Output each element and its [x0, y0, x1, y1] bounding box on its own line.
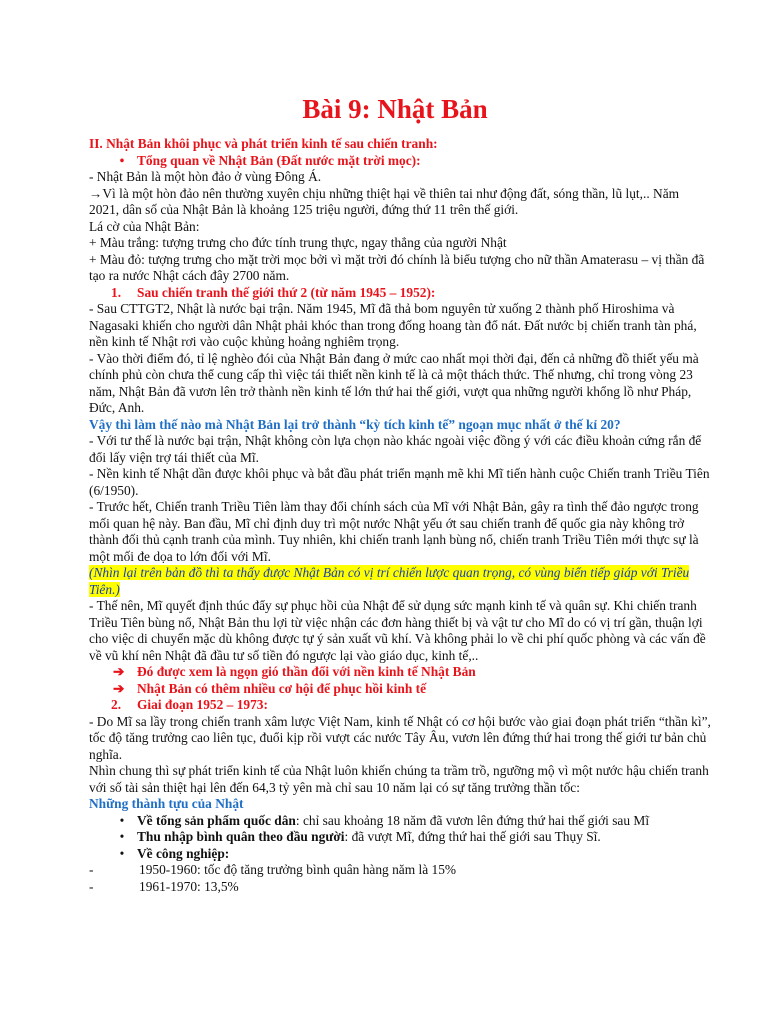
- bullet-icon: •: [119, 829, 125, 844]
- paragraph: →Vì là một hòn đảo nên thường xuyên chịu những thiệt hại về thiên tai như động đất, sóng thần, lũ lụt,.. Năm 2021, dân số của Nhật Bản là khoảng 125 triệu người, đứng thứ 11 trên thế giới.: [89, 185, 680, 217]
- bullet-icon: •: [119, 845, 125, 861]
- heading-text: Sau chiến tranh thế giới thứ 2 (từ năm 1945 – 1952):: [137, 284, 436, 300]
- conclusion-item: [89, 681, 711, 698]
- section-heading: II. Nhật Bản khôi phục và phát triển kinh tế sau chiến tranh:: [89, 136, 438, 151]
- question-heading: Vậy thì làm thế nào mà Nhật Bản lại trở thành “kỳ tích kinh tế” ngoạn mục nhất ở thế kỉ 20?: [89, 416, 621, 432]
- paragraph: - Vào thời điểm đó, tỉ lệ nghèo đói của Nhật Bản đang ở mức cao nhất mọi thời đại, đến cả những đồ thiết yếu mà chính phủ còn chưa thể cung cấp thì việc tái thiết nền kinh tế là cả một thách thức. Thế nhưng, chỉ trong vòng 23 năm, Nhật Bản đã vươn lên trở thành nền kinh tế lớn thứ hai thế giới, vượt qua những người khổng lồ như Pháp, Đức, Anh.: [89, 350, 699, 415]
- overview-heading: [89, 153, 711, 170]
- heading-number: 2.: [111, 697, 122, 712]
- dash-item: [89, 862, 711, 879]
- highlighted-note-text: (Nhìn lại trên bản đồ thì ta thấy được Nhật Bản có vị trí chiến lược quan trọng, có vùng biển tiếp giáp với Triều Tiên.): [89, 565, 690, 597]
- dash-item: [89, 879, 711, 896]
- paragraph: + Màu đỏ: tượng trưng cho mặt trời mọc bởi vì mặt trời đó chính là biểu tượng cho nữ thần Amaterasu – vị thần đã tạo ra nước Nhật cách đây 2700 năm.: [89, 251, 705, 283]
- arrow-icon: ➔: [113, 664, 125, 679]
- paragraph: Nhìn chung thì sự phát triển kinh tế của Nhật luôn khiến chúng ta trầm trồ, ngưỡng mộ vì một nước hậu chiến tranh với số tài sản thiệt hại lên đến 64,3 tỷ yên mà chỉ sau 10 năm lại có sự tăng trưởng thần tốc:: [89, 763, 709, 795]
- paragraph: - Với tư thế là nước bại trận, Nhật không còn lựa chọn nào khác ngoài việc đồng ý với các điều khoản cứng rắn để đổi lấy viện trợ tái thiết của Mĩ.: [89, 433, 702, 465]
- bullet-item: [89, 813, 711, 830]
- paragraph: Lá cờ của Nhật Bản:: [89, 218, 200, 234]
- dash-marker: -: [89, 878, 94, 894]
- page-title: Bài 9: Nhật Bản: [302, 94, 488, 124]
- overview-heading-text: Tổng quan về Nhật Bản (Đất nước mặt trời mọc):: [137, 152, 421, 168]
- paragraph: - Nhật Bản là một hòn đảo ở vùng Đông Á.: [89, 169, 322, 184]
- bullet-icon: •: [119, 812, 125, 828]
- conclusion-text: Đó được xem là ngọn gió thần đổi với nền kinh tế Nhật Bản: [137, 664, 476, 679]
- document-body: [89, 136, 711, 895]
- dash-text: 1961-1970: 13,5%: [139, 878, 239, 894]
- paragraph: - Do Mĩ sa lầy trong chiến tranh xâm lược Việt Nam, kinh tế Nhật có cơ hội bước vào giai đoạn phát triển “thần kì”, tốc độ tăng trưởng cao liên tục, đuổi kịp rồi vượt các nước Tây Âu, vươn lên đứng thứ hai trong thế giới tư bản chủ nghĩa.: [89, 713, 711, 762]
- conclusion-text: Nhật Bản có thêm nhiều cơ hội để phục hồi kinh tế: [137, 680, 427, 696]
- bullet-text: : đã vượt Mĩ, đứng thứ hai thế giới sau Thụy Sĩ.: [344, 829, 601, 844]
- heading-text: Giai đoạn 1952 – 1973:: [137, 697, 268, 712]
- heading-number: 1.: [111, 284, 122, 300]
- bullet-icon: •: [119, 152, 125, 168]
- paragraph: - Sau CTTGT2, Nhật là nước bại trận. Năm 1945, Mĩ đã thả bom nguyên tử xuống 2 thành phố Hiroshima và Nagasaki khiến cho người dân Nhật phải khóc than trong đống hoang tàn đổ nát. Đất nước bị chiến tranh tàn phá, nền kinh tế Nhật rơi vào cuộc khủng hoảng nghiêm trọng.: [89, 301, 697, 349]
- bullet-item: [89, 829, 711, 846]
- highlighted-note: [89, 565, 711, 598]
- bullet-item: [89, 846, 711, 863]
- numbered-heading-1: [89, 285, 711, 302]
- dash-marker: -: [89, 862, 94, 877]
- paragraph: - Thế nên, Mĩ quyết định thúc đẩy sự phục hồi của Nhật để sử dụng sức mạnh kinh tế và quân sự. Khi chiến tranh Triều Tiên bùng nổ, Nhật Bản thu lợi từ việc nhận các đơn hàng thiết bị và vật tư cho Mĩ do có vị trí gần, thuận lợi cho việc di chuyển mặc dù không được tự ý sản xuất vũ khí. Và không phải lo về chi phí quốc phòng và các vấn đề về vũ khí nên Nhật đã đầu tư số tiền đó ngược lại vào giáo dục, kinh tế,..: [89, 598, 706, 663]
- bullet-text: : chỉ sau khoảng 18 năm đã vươn lên đứng thứ hai thế giới sau Mĩ: [295, 812, 650, 828]
- bullet-label: Về công nghiệp:: [137, 845, 230, 861]
- paragraph: - Nền kinh tế Nhật dần được khôi phục và bắt đầu phát triển mạnh mẽ khi Mĩ tiến hành cuộc Chiến tranh Triều Tiên (6/1950).: [89, 466, 710, 498]
- conclusion-item: [89, 664, 711, 681]
- paragraph: + Màu trắng: tượng trưng cho đức tính trung thực, ngay thẳng của người Nhật: [89, 235, 507, 250]
- achievements-heading: Những thành tựu của Nhật: [89, 796, 244, 811]
- bullet-label: Về tổng sản phẩm quốc dân: [137, 812, 296, 828]
- numbered-heading-2: [89, 697, 711, 714]
- dash-text: 1950-1960: tốc độ tăng trưởng bình quân hàng năm là 15%: [139, 862, 457, 877]
- arrow-icon: ➔: [113, 680, 125, 696]
- paragraph: - Trước hết, Chiến tranh Triều Tiên làm thay đổi chính sách của Mĩ với Nhật Bản, gây ra tình thế đảo ngược trong mối quan hệ này. Ban đầu, Mĩ chỉ định duy trì một nước Nhật yếu ớt sau chiến tranh để quốc gia này không trở thành đối thủ cạnh tranh của mình. Tuy nhiên, khi chiến tranh lạnh bùng nổ, chiến tranh Triều Tiên mới thực sự là một mối đe dọa to lớn đối với Mĩ.: [89, 499, 699, 564]
- bullet-label: Thu nhập bình quân theo đầu người: [137, 829, 345, 844]
